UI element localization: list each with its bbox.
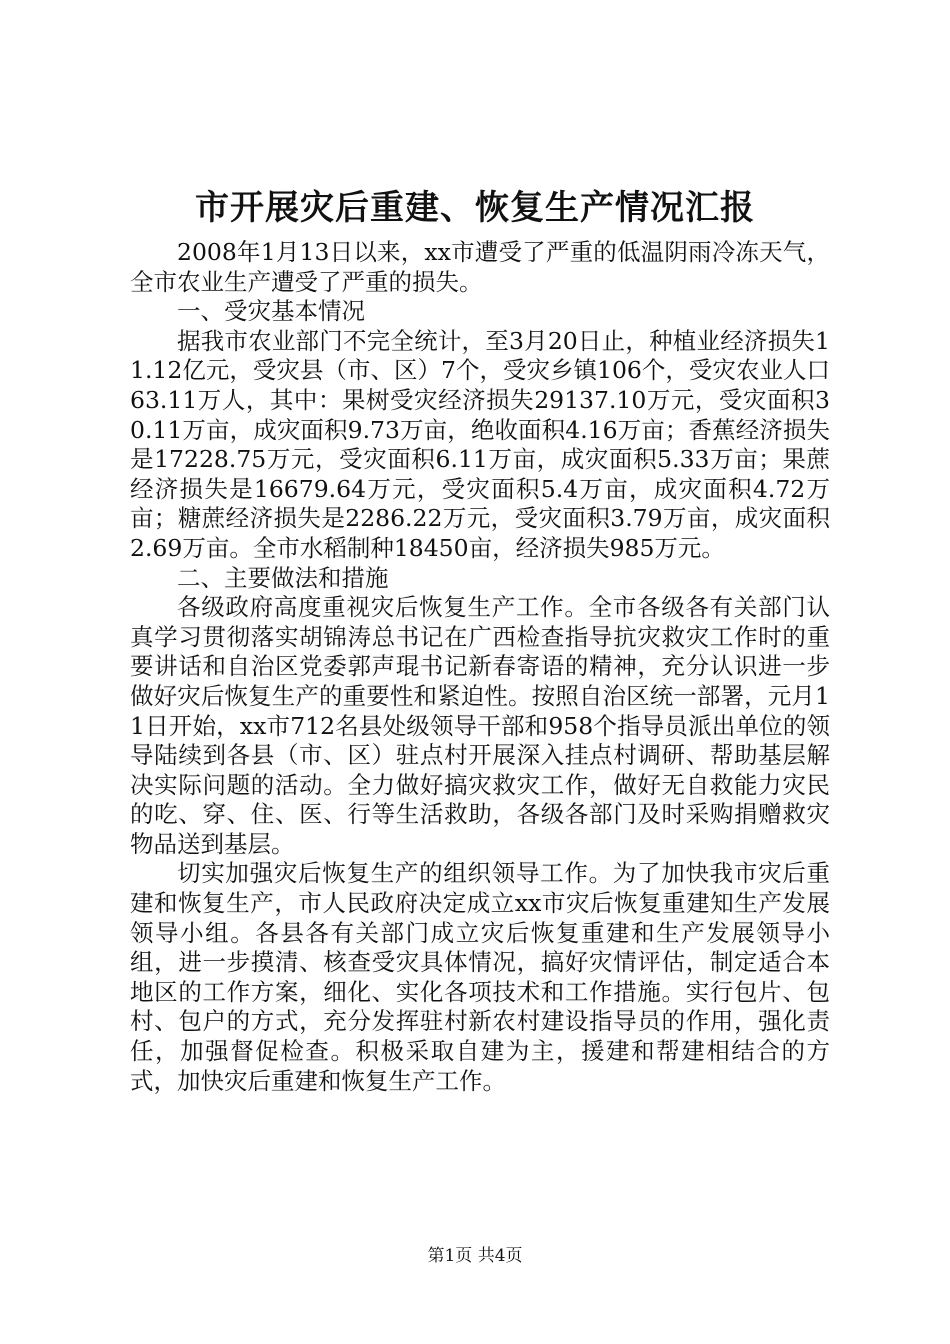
measures-paragraph-2: 切实加强灾后恢复生产的组织领导工作。为了加快我市灾后重建和恢复生产，市人民政府决定成立xx市灾后恢复重建知生产发展领导小组。各县各有关部门成立灾后恢复重建和生产发展领导小组，进一步摸清、核查受灾具体情况，搞好灾情评估，制定适合本地区的工作方案，细化、实化各项技术和工作措施。实行包片、包村、包户的方式，充分发挥驻村新农村建设指导员的作用，强化责任，加强督促检查。积极采取自建为主，援建和帮建相结合的方式，加快灾后重建和恢复生产工作。 (130, 859, 830, 1095)
document-title: 市开展灾后重建、恢复生产情况汇报 (195, 188, 755, 228)
section-heading-damage: 一、受灾基本情况 (177, 297, 365, 326)
intro-paragraph: 2008年1月13日以来，xx市遭受了严重的低温阴雨冷冻天气，全市农业生产遭受了严重的损失。 (130, 238, 830, 296)
damage-paragraph: 据我市农业部门不完全统计，至3月20日止，种植业经济损失11.12亿元，受灾县（市、区）7个，受灾乡镇106个，受灾农业人口63.11万人，其中：果树受灾经济损失29137.10万元，受灾面积30.11万亩，成灾面积9.73万亩，绝收面积4.16万亩；香蕉经济损失是17228.75万元，受灾面积6.11万亩，成灾面积5.33万亩；果蔗经济损失是16679.64万元，受灾面积5.4万亩，成灾面积4.72万亩；糖蔗经济损失是2286.22万元，受灾面积3.79万亩，成灾面积2.69万亩。全市水稻制种18450亩，经济损失985万元。 (130, 326, 830, 562)
measures-paragraph-1: 各级政府高度重视灾后恢复生产工作。全市各级各有关部门认真学习贯彻落实胡锦涛总书记在广西检查指导抗灾救灾工作时的重要讲话和自治区党委郭声琨书记新春寄语的精神，充分认识进一步做好灾后恢复生产的重要性和紧迫性。按照自治区统一部署，元月11日开始，xx市712名县处级领导干部和958个指导员派出单位的领导陆续到各县（市、区）驻点村开展深入挂点村调研、帮助基层解决实际问题的活动。全力做好搞灾救灾工作，做好无自救能力灾民的吃、穿、住、医、行等生活救助，各级各部门及时采购捐赠救灾物品送到基层。 (130, 593, 830, 858)
document-body (130, 238, 830, 1096)
section-heading-measures: 二、主要做法和措施 (177, 563, 389, 592)
page-footer: 第1页 共4页 (427, 1246, 523, 1266)
